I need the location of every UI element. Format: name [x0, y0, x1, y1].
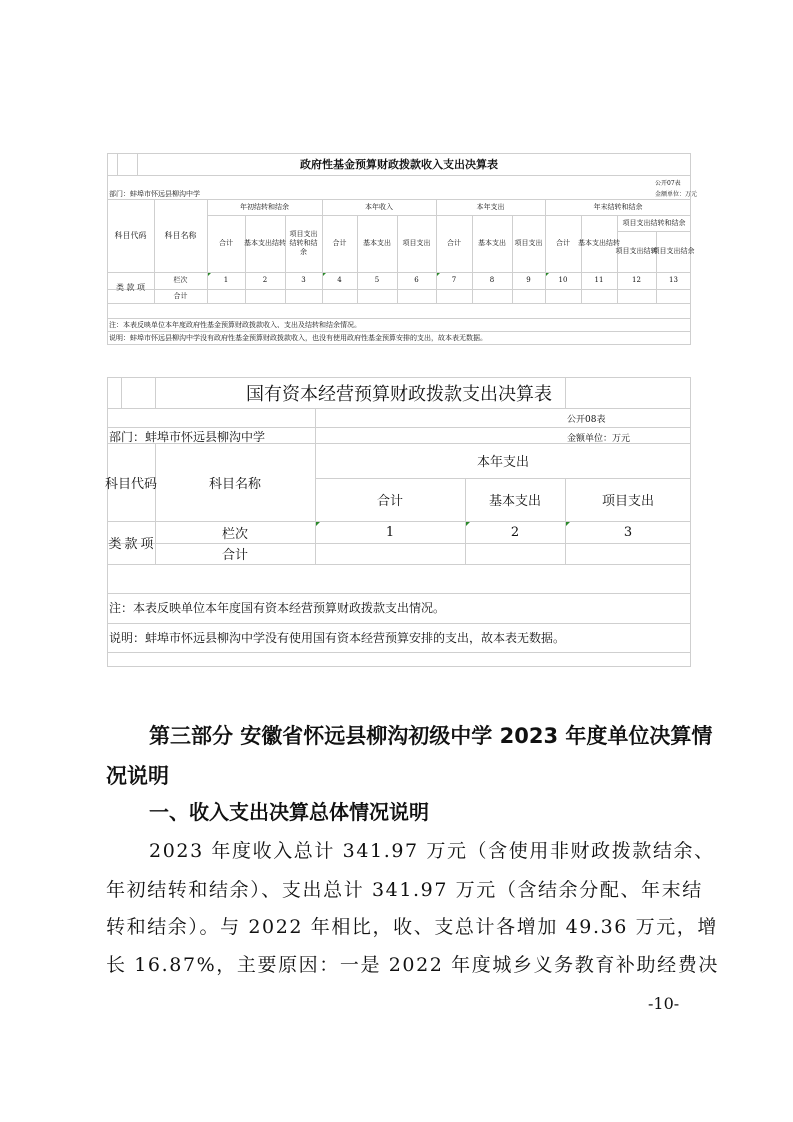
table-1-sub-header: 合计 [556, 239, 570, 247]
table-1-sub-header: 合计 [447, 239, 461, 247]
table-1-col-number: 8 [489, 276, 495, 284]
table-1-green-marker [323, 273, 326, 276]
table-2-class-label: 款 [124, 537, 138, 552]
table-1-col-number: 7 [451, 276, 457, 284]
table-1-col-number: 10 [558, 276, 568, 284]
table-1-group-expense: 本年支出 [476, 202, 505, 211]
table-2-col-subject-name: 科目名称 [208, 476, 261, 492]
table-1-col-number: 6 [414, 276, 419, 284]
table-1-col-subject-code: 科目代码 [114, 231, 147, 240]
table-2-note: 注：本表反映单位本年度国有资本经营预算财政拨款支出情况。 [109, 601, 446, 615]
table-1-col-number: 12 [632, 276, 641, 284]
table-2-green-marker [466, 522, 470, 526]
table-1-sub-header: 项目支出结转和结余 [289, 230, 318, 256]
table-1-green-marker [208, 273, 211, 276]
body-line: 转和结余）。与 2022 年相比，收、支总计各增加 49.36 万元，增 [106, 916, 719, 938]
table-1-unit: 金额单位：万元 [655, 191, 698, 198]
table-2-sub-header-basic: 基本支出 [488, 494, 541, 509]
table-1-note: 注：本表反映单位本年度政府性基金预算财政拨款收入、支出及结转和结余情况。 [109, 321, 361, 329]
table-1-sub-header: 项目支出结余 [652, 247, 695, 255]
table-1-sub-header: 项目支出结转 [615, 247, 658, 255]
section-heading-line-2: 况说明 [106, 764, 169, 788]
table-2-form-no: 公开08表 [567, 415, 606, 425]
table-1-green-marker [546, 273, 549, 276]
table-2-col-number: 2 [510, 524, 520, 540]
table-1-col-number: 2 [262, 276, 268, 284]
table-2-row-lanci: 栏次 [221, 526, 248, 542]
table-1-col-number: 3 [301, 276, 306, 284]
table-2-title: 国有资本经营预算财政拨款支出决算表 [246, 383, 552, 405]
table-2-col-subject-code: 科目代码 [105, 476, 158, 492]
table-1-col-number: 9 [526, 276, 531, 284]
table-2-unit: 金额单位：万元 [567, 434, 631, 444]
table-2-class-label: 类 [108, 537, 122, 552]
page-number: -10- [648, 994, 680, 1013]
table-1-sub-header: 基本支出结转 [578, 239, 620, 247]
table-2-sub-header-project: 项目支出 [601, 494, 654, 509]
table-1-col-number: 11 [594, 276, 604, 284]
table-1 [107, 153, 698, 345]
table-2-col-number: 3 [623, 524, 633, 540]
table-2-department: 部门：蚌埠市怀远县柳沟中学 [109, 430, 266, 444]
table-1-group-end-balance: 年末结转和结余 [593, 202, 643, 211]
table-1-row-lanci: 栏次 [173, 276, 188, 284]
table-1-sub-header: 项目支出 [514, 239, 543, 247]
table-1-col-number: 4 [337, 276, 342, 284]
table-2-sub-header-total: 合计 [376, 494, 403, 509]
table-2-green-marker [316, 522, 320, 526]
body-line: 长 16.87%，主要原因：一是 2022 年度城乡义务教育补助经费决 [106, 954, 719, 976]
table-1-col-number: 1 [223, 276, 229, 284]
table-2-row-total: 合计 [221, 548, 248, 563]
table-1-col-number: 13 [669, 276, 678, 284]
table-1-sub-header: 合计 [332, 239, 347, 247]
table-2-col-number: 1 [385, 524, 395, 540]
table-2-green-marker [566, 522, 570, 526]
table-1-form-no: 公开07表 [655, 180, 681, 187]
table-2-group-expense: 本年支出 [476, 455, 529, 470]
table-1-sub-header: 项目支出结转和结余 [622, 218, 686, 227]
table-1-row-total: 合计 [173, 291, 188, 300]
table-2 [107, 377, 691, 667]
table-1-sub-header: 合计 [219, 239, 233, 247]
table-1-col-subject-name: 科目名称 [164, 231, 197, 240]
table-1-group-income: 本年收入 [365, 202, 393, 211]
section-heading-line-1: 第三部分 安徽省怀远县柳沟初级中学 2023 年度单位决算情 [149, 724, 713, 748]
table-1-department: 部门：蚌埠市怀远县柳沟中学 [109, 190, 200, 198]
table-1-sub-header: 项目支出 [402, 239, 431, 247]
table-1-sub-header: 基本支出 [478, 239, 506, 247]
table-1-green-marker [437, 273, 440, 276]
table-1-title: 政府性基金预算财政拨款收入支出决算表 [300, 158, 498, 171]
table-1-class-labels: 类 款 项 [115, 283, 146, 292]
table-1-sub-header: 基本支出结转 [244, 239, 286, 247]
table-1-col-number: 5 [374, 276, 380, 284]
body-line: 2023 年度收入总计 341.97 万元（含使用非财政拨款结余、 [149, 840, 715, 862]
table-1-sub-header: 基本支出 [363, 239, 391, 247]
table-1-explanation: 说明：蚌埠市怀远县柳沟中学没有政府性基金预算财政拨款收入，也没有使用政府性基金预算安排的支出，故本表无数据。 [109, 334, 487, 342]
table-1-group-start-balance: 年初结转和结余 [240, 202, 289, 211]
table-2-class-label: 项 [140, 537, 154, 552]
section-subheading: 一、收入支出决算总体情况说明 [149, 800, 429, 824]
table-2-explanation: 说明：蚌埠市怀远县柳沟中学没有使用国有资本经营预算安排的支出，故本表无数据。 [109, 631, 566, 645]
body-line: 年初结转和结余）、支出总计 341.97 万元（含结余分配、年末结 [106, 879, 703, 901]
